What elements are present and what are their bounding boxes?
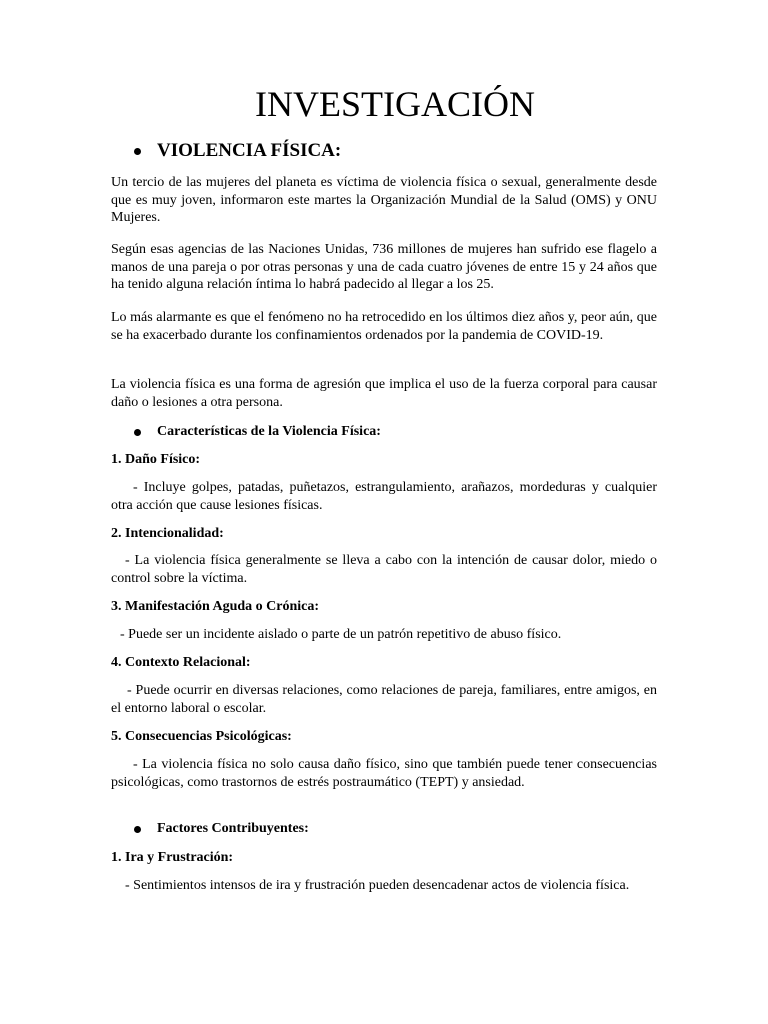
section-heading-factores bbox=[134, 820, 309, 838]
item-title: 4. Contexto Relacional: bbox=[111, 655, 251, 670]
section-heading-violencia-fisica bbox=[134, 139, 341, 163]
item-text: - Puede ser un incidente aislado o parte de un patrón repetitivo de abuso físico. bbox=[120, 627, 562, 642]
paragraph: Un tercio de las mujeres del planeta es víctima de violencia física o sexual, generalmente desde que es muy joven, informaron este martes la Organización Mundial de la Salud (OMS) y ONU Mujeres. bbox=[111, 175, 657, 225]
section-heading-label: Factores Contribuyentes: bbox=[157, 821, 309, 836]
item-title: 1. Ira y Frustración: bbox=[111, 850, 234, 865]
item-title: 3. Manifestación Aguda o Crónica: bbox=[111, 599, 320, 614]
bullet-icon bbox=[134, 429, 141, 436]
bullet-icon bbox=[134, 148, 141, 155]
bullet-icon bbox=[134, 826, 141, 833]
paragraph: Lo más alarmante es que el fenómeno no ha retrocedido en los últimos diez años y, peor aún, que se ha exacerbado durante los confinamientos ordenados por la pandemia de COVID-19. bbox=[111, 310, 657, 343]
paragraph: Según esas agencias de las Naciones Unidas, 736 millones de mujeres han sufrido ese flagelo a manos de una pareja o por otras personas y una de cada cuatro jóvenes de entre 15 y 24 años que ha tenido alguna relación íntima lo habrá padecido al llegar a los 25. bbox=[111, 242, 657, 292]
section-heading-label: Características de la Violencia Física: bbox=[157, 424, 381, 439]
item-text: - La violencia física generalmente se lleva a cabo con la intención de causar dolor, miedo o control sobre la víctima. bbox=[111, 553, 657, 586]
section-heading-label: VIOLENCIA FÍSICA: bbox=[157, 140, 342, 161]
item-text: - La violencia física no solo causa daño físico, sino que también puede tener consecuencias psicológicas, como trastornos de estrés postraumático (TEPT) y ansiedad. bbox=[111, 757, 657, 790]
page-title: INVESTIGACIÓN bbox=[255, 84, 535, 124]
paragraph: La violencia física es una forma de agresión que implica el uso de la fuerza corporal para causar daño o lesiones a otra persona. bbox=[111, 377, 657, 410]
item-text: - Sentimientos intensos de ira y frustración pueden desencadenar actos de violencia física. bbox=[125, 878, 630, 893]
item-text: - Puede ocurrir en diversas relaciones, como relaciones de pareja, familiares, entre amigos, en el entorno laboral o escolar. bbox=[111, 683, 657, 716]
section-heading-caracteristicas bbox=[134, 423, 381, 441]
item-title: 2. Intencionalidad: bbox=[111, 526, 224, 541]
item-title: 5. Consecuencias Psicológicas: bbox=[111, 729, 292, 744]
item-text: - Incluye golpes, patadas, puñetazos, estrangulamiento, arañazos, mordeduras y cualquier otra acción que cause lesiones físicas. bbox=[111, 480, 657, 513]
item-title: 1. Daño Físico: bbox=[111, 452, 201, 467]
